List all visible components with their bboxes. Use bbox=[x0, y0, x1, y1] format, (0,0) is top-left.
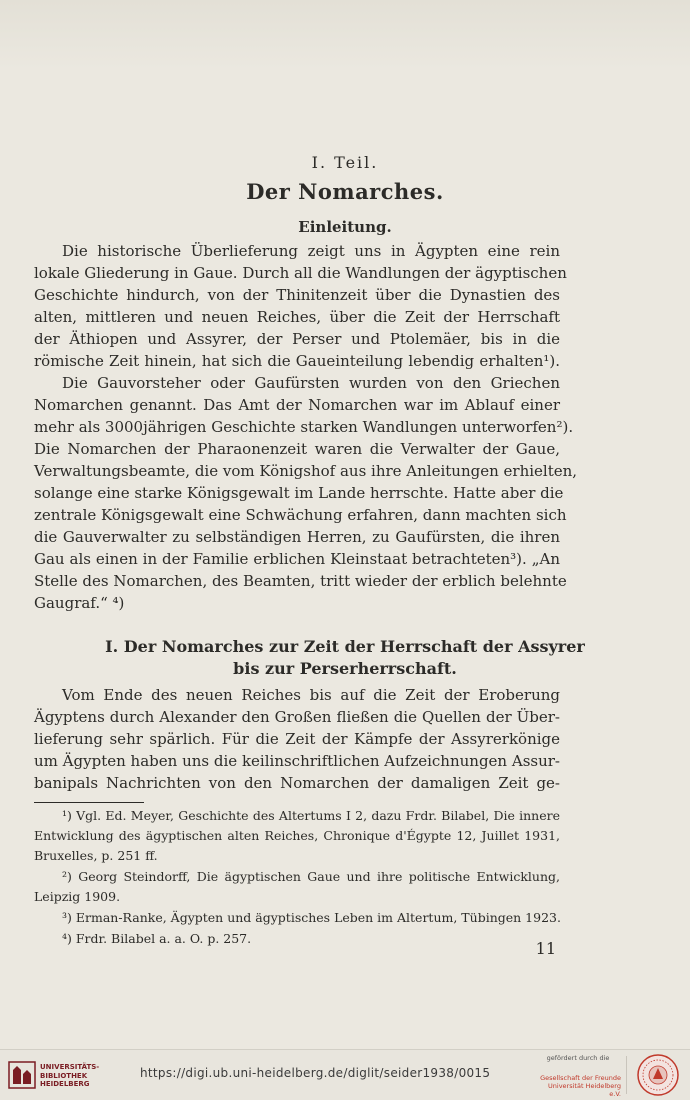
intro-line: die Gauverwalter zu selbständigen Herren, zu Gaufürsten, die ihren bbox=[34, 528, 560, 546]
library-name-line: HEIDELBERG bbox=[40, 1080, 90, 1088]
viewer-footer bbox=[0, 1049, 690, 1100]
section-heading-continued: bis zur Perserherrschaft. bbox=[233, 659, 457, 678]
intro-line: römische Zeit hinein, hat sich die Gaueinteilung lebendig erhalten¹). bbox=[34, 352, 560, 370]
section-heading: I. Der Nomarches zur Zeit der Herrschaft der Assyrer bbox=[105, 637, 585, 656]
intro-line: Stelle des Nomarchen, des Beamten, tritt wieder der erblich belehnte bbox=[34, 572, 567, 590]
intro-line: Die historische Überlieferung zeigt uns in Ägypten eine rein bbox=[62, 242, 560, 260]
bleed-through-area bbox=[0, 0, 690, 70]
section-line: um Ägypten haben uns die keilinschriftlichen Aufzeichnungen Assur- bbox=[34, 752, 560, 770]
footnote-line: Bruxelles, p. 251 ff. bbox=[34, 848, 158, 863]
intro-line: Die Nomarchen der Pharaonenzeit waren die Verwalter der Gaue, bbox=[34, 440, 560, 458]
page-title: Der Nomarches. bbox=[246, 179, 444, 204]
footnote-line: ¹) Vgl. Ed. Meyer, Geschichte des Altertums I 2, dazu Frdr. Bilabel, Die innere bbox=[62, 808, 560, 823]
sponsor-name: Gesellschaft der Freunde bbox=[540, 1074, 621, 1082]
intro-line: Die Gauvorsteher oder Gaufürsten wurden von den Griechen bbox=[62, 374, 560, 392]
intro-line: zentrale Königsgewalt eine Schwächung erfahren, dann machten sich bbox=[34, 506, 567, 524]
page-number: 11 bbox=[535, 939, 556, 958]
library-name-line: BIBLIOTHEK bbox=[40, 1071, 88, 1080]
footnote-line: ⁴) Frdr. Bilabel a. a. O. p. 257. bbox=[62, 931, 252, 946]
intro-line: Verwaltungsbeamte, die vom Königshof aus ihre Anleitungen erhielten, bbox=[34, 462, 578, 480]
intro-line: Nomarchen genannt. Das Amt der Nomarchen war im Ablauf einer bbox=[34, 396, 560, 414]
footnote-line: ²) Georg Steindorff, Die ägyptischen Gaue und ihre politische Entwicklung, bbox=[62, 869, 560, 884]
intro-line: lokale Gliederung in Gaue. Durch all die Wandlungen der ägyptischen bbox=[34, 264, 567, 282]
footnote-rule bbox=[34, 802, 144, 803]
intro-line: Gau als einen in der Familie erblichen Kleinstaat betrachteten³). „An bbox=[34, 550, 560, 568]
sponsor-block[interactable] bbox=[535, 1054, 621, 1098]
intro-line: Gaugraf.“ ⁴) bbox=[34, 594, 125, 612]
library-logo-icon[interactable] bbox=[8, 1060, 36, 1090]
subheading: Einleitung. bbox=[298, 218, 392, 236]
intro-line: solange eine starke Königsgewalt im Lande herrschte. Hatte aber die bbox=[34, 484, 564, 502]
library-name-line: UNIVERSITÄTS- bbox=[40, 1063, 100, 1071]
footnote-line: ³) Erman-Ranke, Ägypten und ägyptisches Leben im Altertum, Tübingen 1923. bbox=[62, 910, 561, 925]
part-label: I. Teil. bbox=[311, 153, 379, 172]
intro-line: alten, mittleren und neuen Reiches, über die Zeit der Herrschaft bbox=[34, 308, 560, 326]
section-line: lieferung sehr spärlich. Für die Zeit der Kämpfe der Assyrerkönige bbox=[34, 730, 560, 748]
footnote-line: Entwicklung des ägyptischen alten Reiches, Chronique d'Égypte 12, Juillet 1931, bbox=[34, 828, 560, 843]
library-name[interactable] bbox=[40, 1063, 99, 1089]
intro-line: mehr als 3000jährigen Geschichte starken Wandlungen unterworfen²). bbox=[34, 418, 574, 436]
intro-line: der Äthiopen und Assyrer, der Perser und Ptolemäer, bis in die bbox=[34, 330, 560, 348]
section-line: Ägyptens durch Alexander den Großen fließen die Quellen der Über- bbox=[34, 708, 560, 726]
society-seal-icon bbox=[636, 1053, 680, 1097]
footnote-line: Leipzig 1909. bbox=[34, 889, 121, 904]
section-line: Vom Ende des neuen Reiches bis auf die Zeit der Eroberung bbox=[62, 686, 560, 704]
sponsor-name: Universität Heidelberg e.V. bbox=[548, 1082, 621, 1098]
sponsor-label: gefördert durch die bbox=[546, 1054, 610, 1062]
permalink-url[interactable]: https://digi.ub.uni-heidelberg.de/diglit/seider1938/0015 bbox=[140, 1066, 491, 1080]
section-line: banipals Nachrichten von den Nomarchen der damaligen Zeit ge- bbox=[34, 774, 560, 792]
intro-line: Geschichte hindurch, von der Thinitenzeit über die Dynastien des bbox=[34, 286, 560, 304]
footer-divider bbox=[626, 1056, 627, 1094]
